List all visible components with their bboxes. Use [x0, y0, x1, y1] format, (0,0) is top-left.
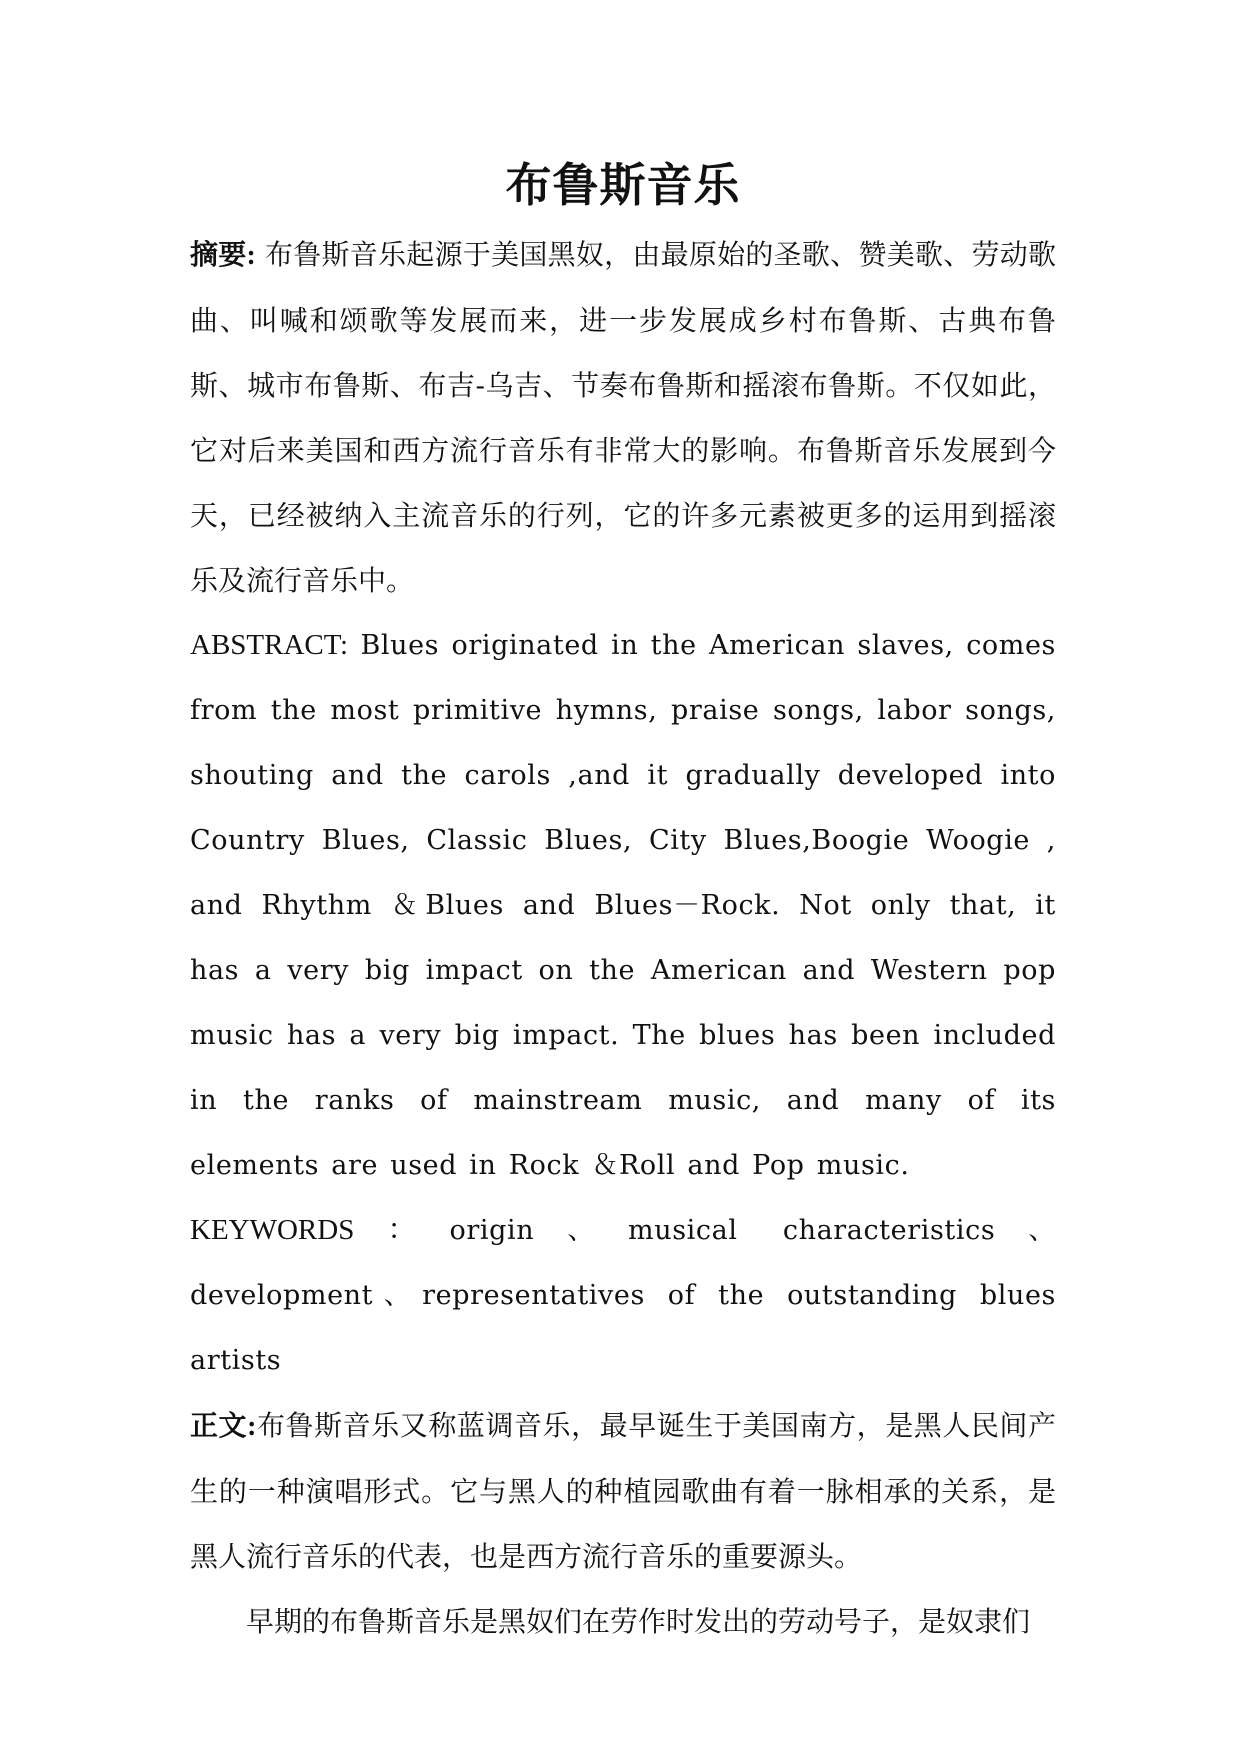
keywords-text: origin、musical characteristics、development、representatives of the outstanding blues artists [190, 1215, 1056, 1376]
keywords-label: KEYWORDS： [190, 1214, 450, 1246]
body-paragraph-1-text: 布鲁斯音乐又称蓝调音乐，最早诞生于美国南方，是黑人民间产生的一种演唱形式。它与黑人的种植园歌曲有着一脉相承的关系，是黑人流行音乐的代表，也是西方流行音乐的重要源头。 [190, 1409, 1056, 1573]
body-paragraph-1 [190, 1393, 1056, 1589]
body-paragraph-2: 早期的布鲁斯音乐是黑奴们在劳作时发出的劳动号子，是奴隶们 [246, 1605, 1031, 1638]
abstract-english-text: Blues originated in the American slaves, comes from the most primitive hymns, praise songs, labor songs, shouting and the carols ,and it gradually developed into Country Blues, Classic Blues, City Blues,Boogie Woogie , and Rhythm ＆Blues and Blues－Rock. Not only that, it has a very big impact on the American and Western pop music has a very big impact. The blues has been included in the ranks of mainstream music, and many of its elements are used in Rock ＆Roll and Pop music. [190, 630, 1057, 1181]
body-label: 正文: [190, 1411, 257, 1442]
abstract-chinese-label: 摘要: [190, 240, 256, 271]
keywords [190, 1198, 1056, 1393]
abstract-chinese-text: 布鲁斯音乐起源于美国黑奴，由最原始的圣歌、赞美歌、劳动歌曲、叫喊和颂歌等发展而来，进一步发展成乡村布鲁斯、古典布鲁斯、城市布鲁斯、布吉-乌吉、节奏布鲁斯和摇滚布鲁斯。不仅如此，它对后来美国和西方流行音乐有非常大的影响。布鲁斯音乐发展到今天，已经被纳入主流音乐的行列，它的许多元素被更多的运用到摇滚乐及流行音乐中。 [190, 238, 1056, 597]
document-title: 布鲁斯音乐 [505, 158, 741, 212]
abstract-english-label: ABSTRACT: [190, 629, 349, 661]
abstract-chinese [190, 222, 1056, 613]
abstract-english [190, 613, 1056, 1198]
document-page [190, 150, 1056, 1654]
